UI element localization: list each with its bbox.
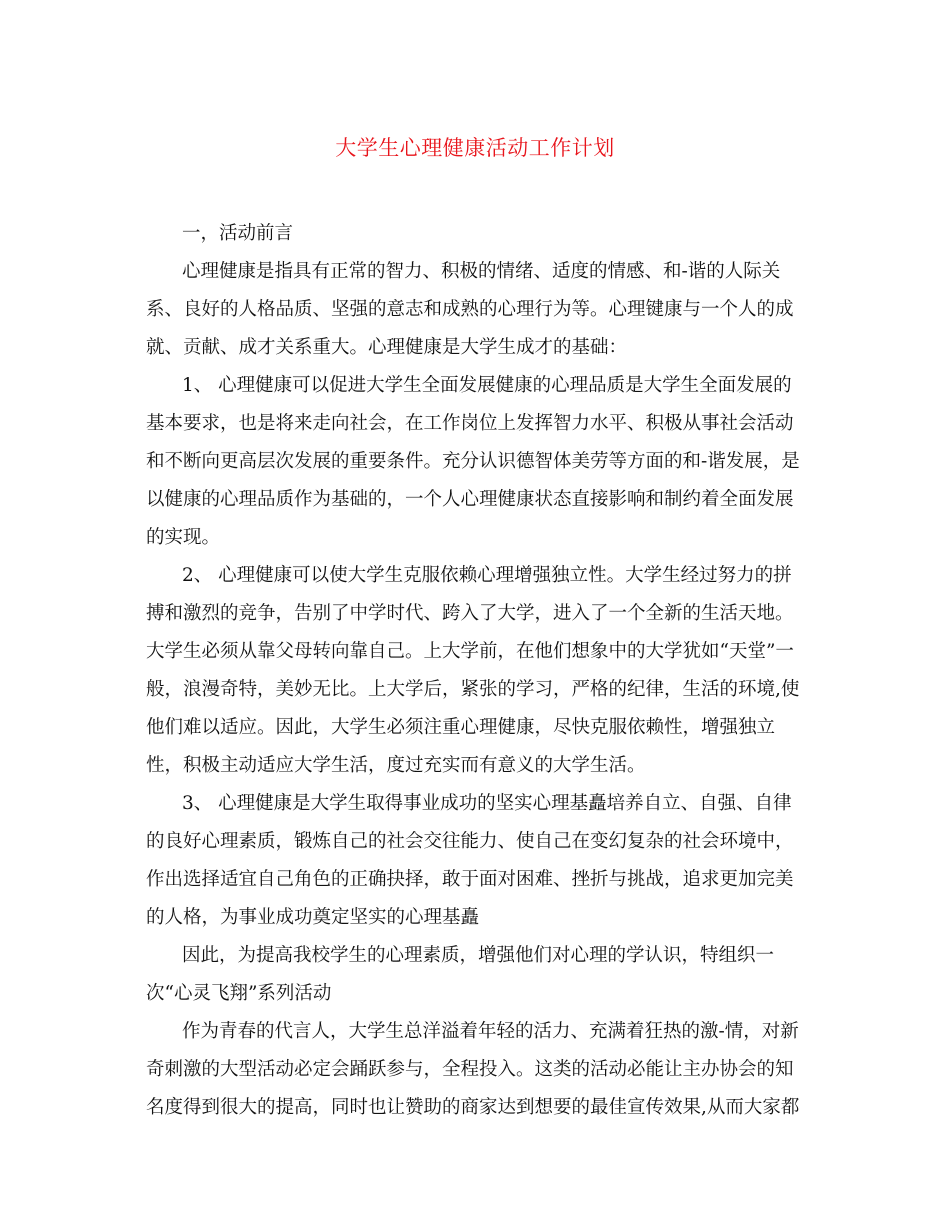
paragraph-line: 3、 心理健康是大学生取得事业成功的坚实心理基矗培养自立、自强、自律 xyxy=(182,793,792,814)
paragraph-line: 搏和激烈的竞争，告别了中学时代、跨入了大学，进入了一个全新的生活天地。 xyxy=(146,603,794,624)
paragraph-line: 就、贡献、成才关系重大。心理健康是大学生成才的基础： xyxy=(146,337,628,358)
paragraph-line: 名度得到很大的提高，同时也让赞助的商家达到想要的最佳宣传效果,从而大家都 xyxy=(146,1097,800,1118)
paragraph-line: 和不断向更高层次发展的重要条件。充分认识德智体美劳等方面的和-谐发展，是 xyxy=(146,451,800,472)
paragraph-line: 的良好心理素质，锻炼自己的社会交往能力、使自己在变幻复杂的社会环境中， xyxy=(146,831,794,852)
paragraph-line: 他们难以适应。因此，大学生必须注重心理健康，尽快克服依赖性，增强独立 xyxy=(146,717,776,738)
paragraph-line: 的实现。 xyxy=(146,527,221,548)
paragraph-line: 以健康的心理品质作为基础的，一个人心理健康状态直接影响和制约着全面发展 xyxy=(146,489,794,510)
paragraph-line: 大学生必须从靠父母转向靠自己。上大学前，在他们想象中的大学犹如“天堂”一 xyxy=(146,641,794,662)
paragraph-line: 作出选择适宜自己角色的正确抉择，敢于面对困难、挫折与挑战，追求更加完美 xyxy=(146,869,794,890)
paragraph-line: 奇刺激的大型活动必定会踊跃参与，全程投入。这类的活动必能让主办协会的知 xyxy=(146,1059,794,1080)
paragraph-line: 性，积极主动适应大学生活，度过充实而有意义的大学生活。 xyxy=(146,755,646,776)
document-title: 大学生心理健康活动工作计划 xyxy=(335,136,615,160)
paragraph-line: 作为青春的代言人，大学生总洋溢着年轻的活力、充满着狂热的激-情，对新 xyxy=(182,1021,799,1042)
paragraph-line: 基本要求，也是将来走向社会，在工作岗位上发挥智力水平、积极从事社会活动 xyxy=(146,413,794,434)
paragraph-line: 般，浪漫奇特，美妙无比。上大学后，紧张的学习，严格的纪律，生活的环境,使 xyxy=(146,679,800,700)
paragraph-line: 1、 心理健康可以促进大学生全面发展健康的心理品质是大学生全面发展的 xyxy=(182,375,792,396)
paragraph-line: 2、 心理健康可以使大学生克服依赖心理增强独立性。大学生经过努力的拼 xyxy=(182,565,792,586)
paragraph-line: 系、良好的人格品质、坚强的意志和成熟的心理行为等。心理键康与一个人的成 xyxy=(146,299,794,320)
document-body xyxy=(146,215,811,1127)
paragraph-line: 的人格，为事业成功奠定坚实的心理基矗 xyxy=(146,907,480,928)
paragraph-line: 次“心灵飞翔”系列活动 xyxy=(146,983,332,1004)
section-heading: 一，活动前言 xyxy=(182,223,294,244)
paragraph-line: 心理健康是指具有正常的智力、积极的情绪、适度的情感、和-谐的人际关 xyxy=(182,261,781,282)
paragraph-line: 因此，为提高我校学生的心理素质，增强他们对心理的学认识，特组织一 xyxy=(182,945,775,966)
